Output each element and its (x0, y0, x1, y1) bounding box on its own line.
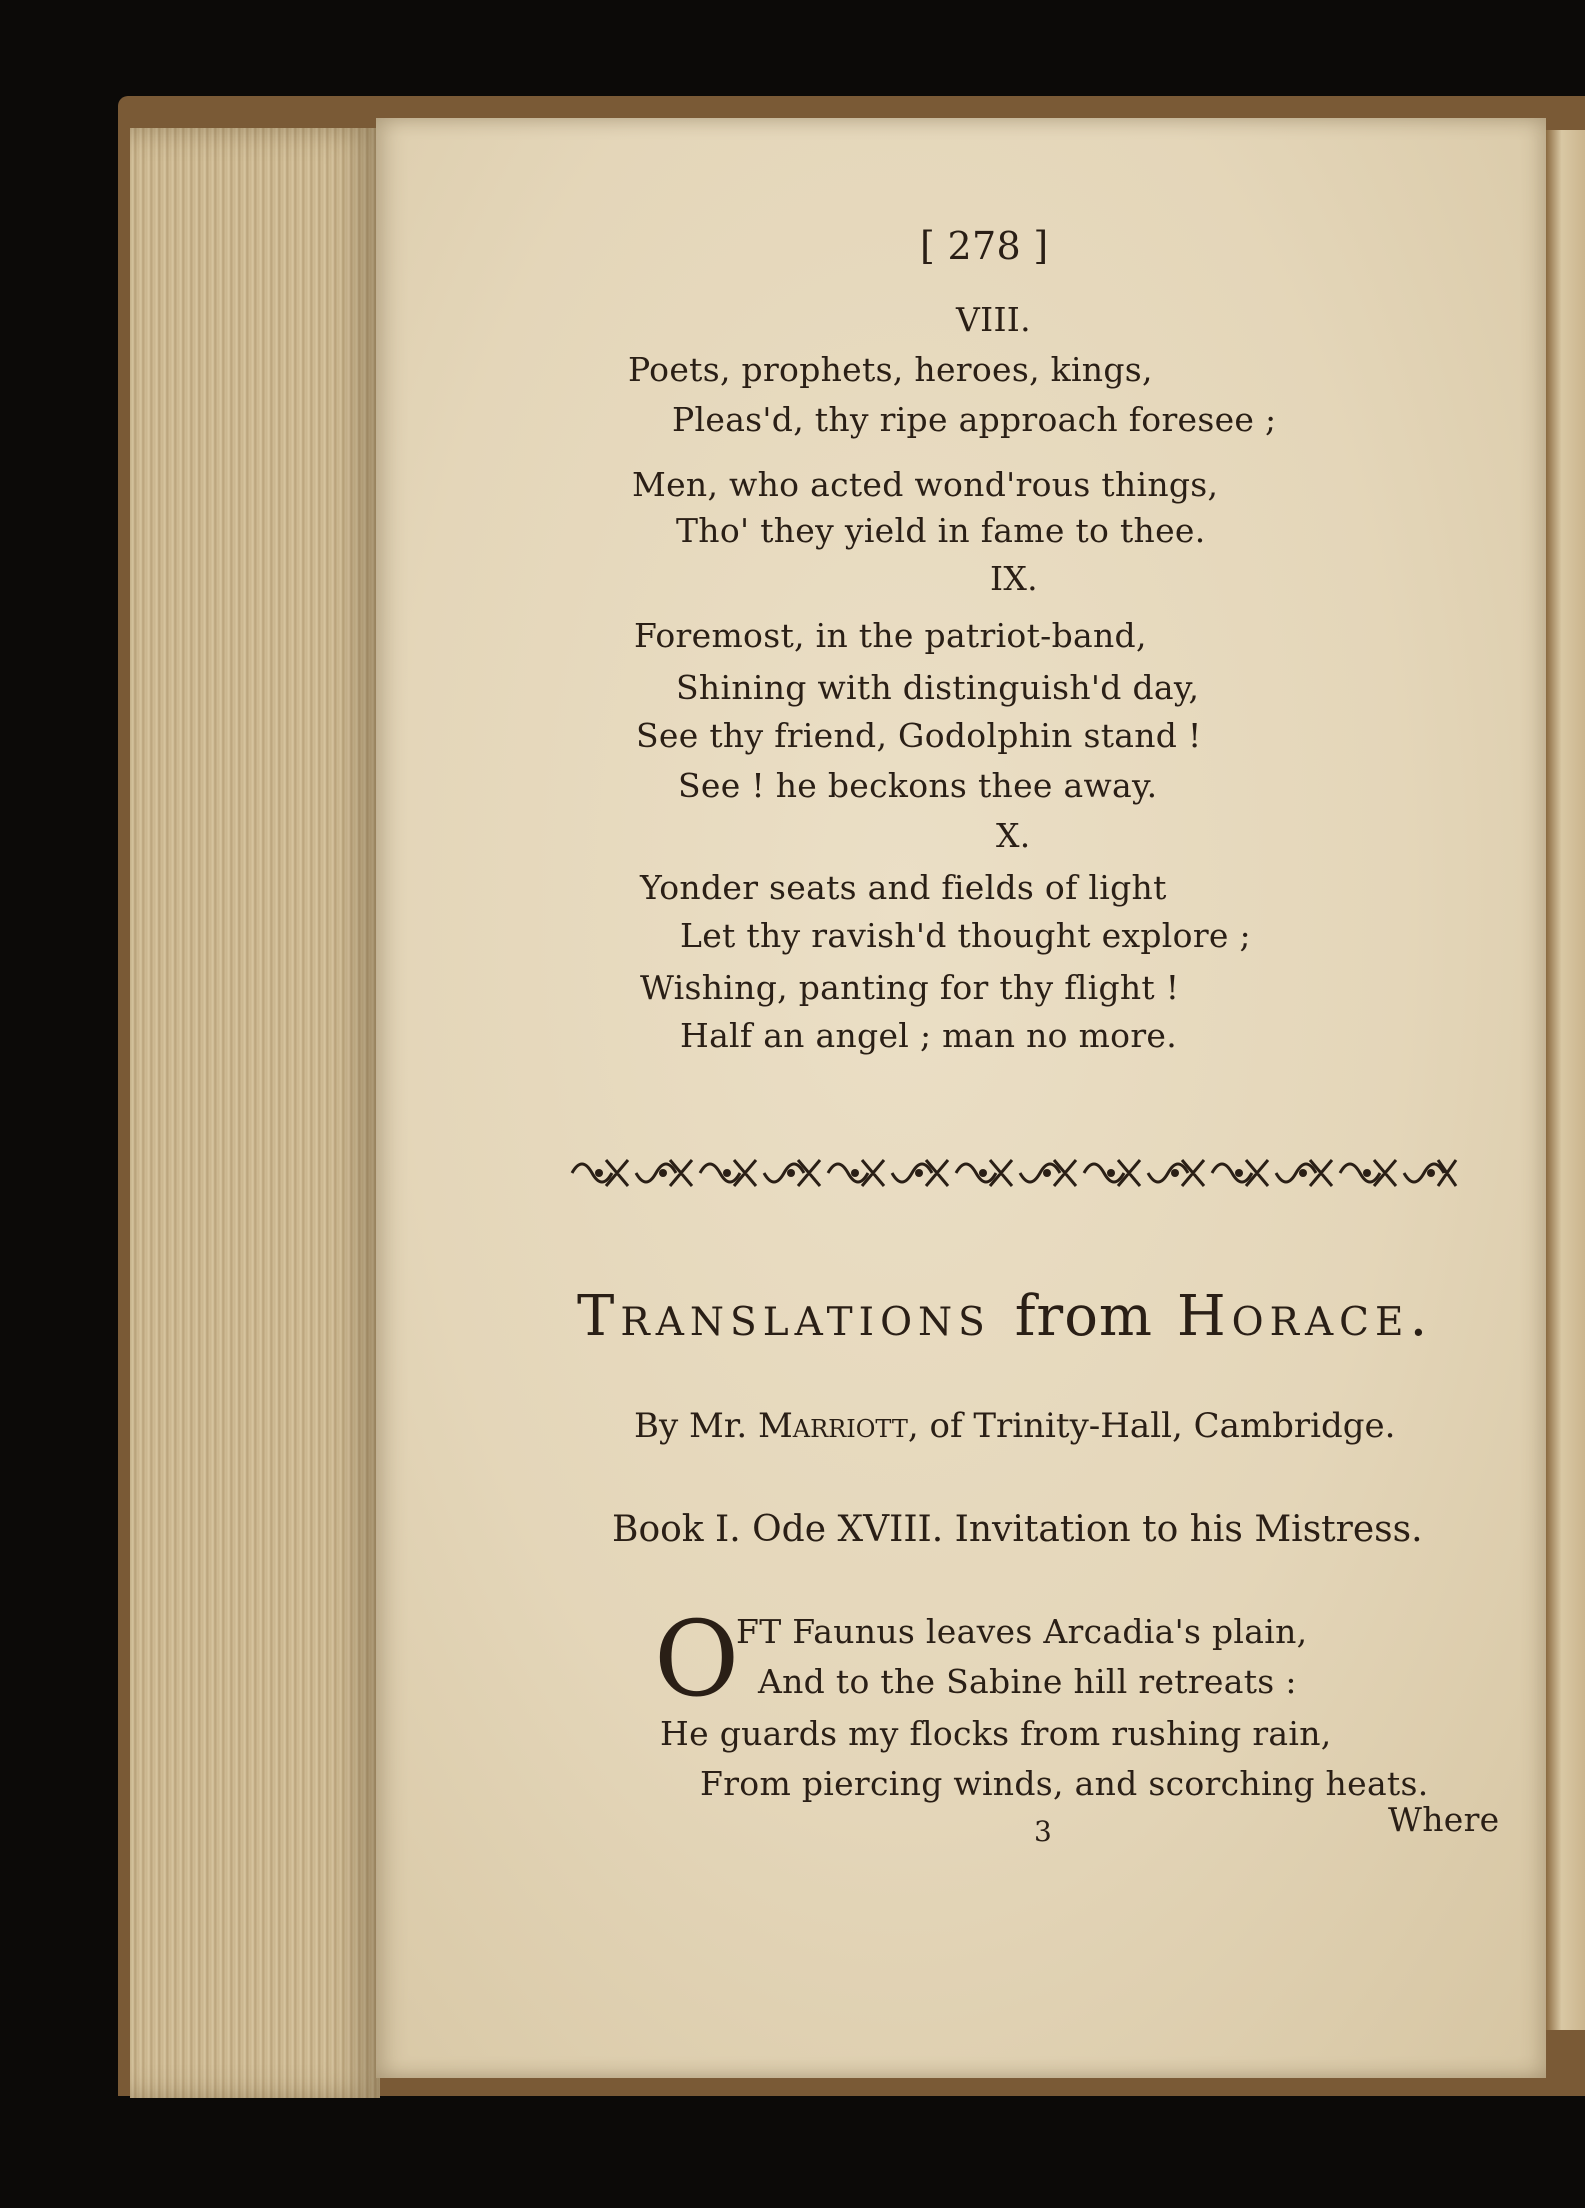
verse-line: Poets, prophets, heroes, kings, (628, 350, 1153, 389)
verse-line: He guards my flocks from rushing rain, (660, 1714, 1332, 1753)
verse-line: See ! he beckons thee away. (678, 766, 1158, 805)
verse-line: Foremost, in the patriot-band, (634, 616, 1147, 655)
stanza-numeral: X. (996, 816, 1031, 855)
printers-ornament-rule (566, 1150, 1468, 1196)
verse-line: Shining with distinguish'd day, (676, 668, 1200, 707)
verse-line: Let thy ravish'd thought explore ; (680, 916, 1251, 955)
piece-title (577, 1282, 1433, 1352)
title-word: from (1014, 1284, 1154, 1349)
catchword: Where (1388, 1800, 1500, 1839)
verse-line: From piercing winds, and scorching heats. (700, 1764, 1429, 1803)
title-word: Horace. (1176, 1284, 1434, 1349)
byline-affiliation: of Trinity-Hall, Cambridge. (929, 1406, 1396, 1446)
page-edges (130, 128, 380, 2098)
verse-line: Tho' they yield in fame to thee. (676, 511, 1206, 550)
verse-line: Men, who acted wond'rous things, (632, 465, 1219, 504)
verse-line: Wishing, panting for thy flight ! (640, 968, 1180, 1007)
title-word: Translations (577, 1284, 991, 1349)
stanza-numeral: VIII. (956, 300, 1031, 339)
verse-line: And to the Sabine hill retreats : (758, 1662, 1297, 1701)
byline-prefix: By Mr. (634, 1406, 748, 1446)
drop-cap: O (654, 1598, 740, 1720)
signature-mark: 3 (1034, 1815, 1053, 1848)
page-number: [ 278 ] (920, 224, 1049, 268)
verse-line: Pleas'd, thy ripe approach foresee ; (672, 400, 1277, 439)
facing-page-edge (1546, 130, 1585, 2030)
verse-line: FT Faunus leaves Arcadia's plain, (736, 1612, 1308, 1651)
verse-line: Half an angel ; man no more. (680, 1016, 1178, 1055)
byline (634, 1405, 1395, 1447)
author-name: Marriott, (757, 1406, 919, 1446)
verse-line: See thy friend, Godolphin stand ! (636, 716, 1202, 755)
book-ode-heading: Book I. Ode XVIII. Invitation to his Mistress. (612, 1509, 1423, 1550)
verse-line: Yonder seats and fields of light (640, 868, 1167, 907)
stanza-numeral: IX. (990, 559, 1038, 598)
